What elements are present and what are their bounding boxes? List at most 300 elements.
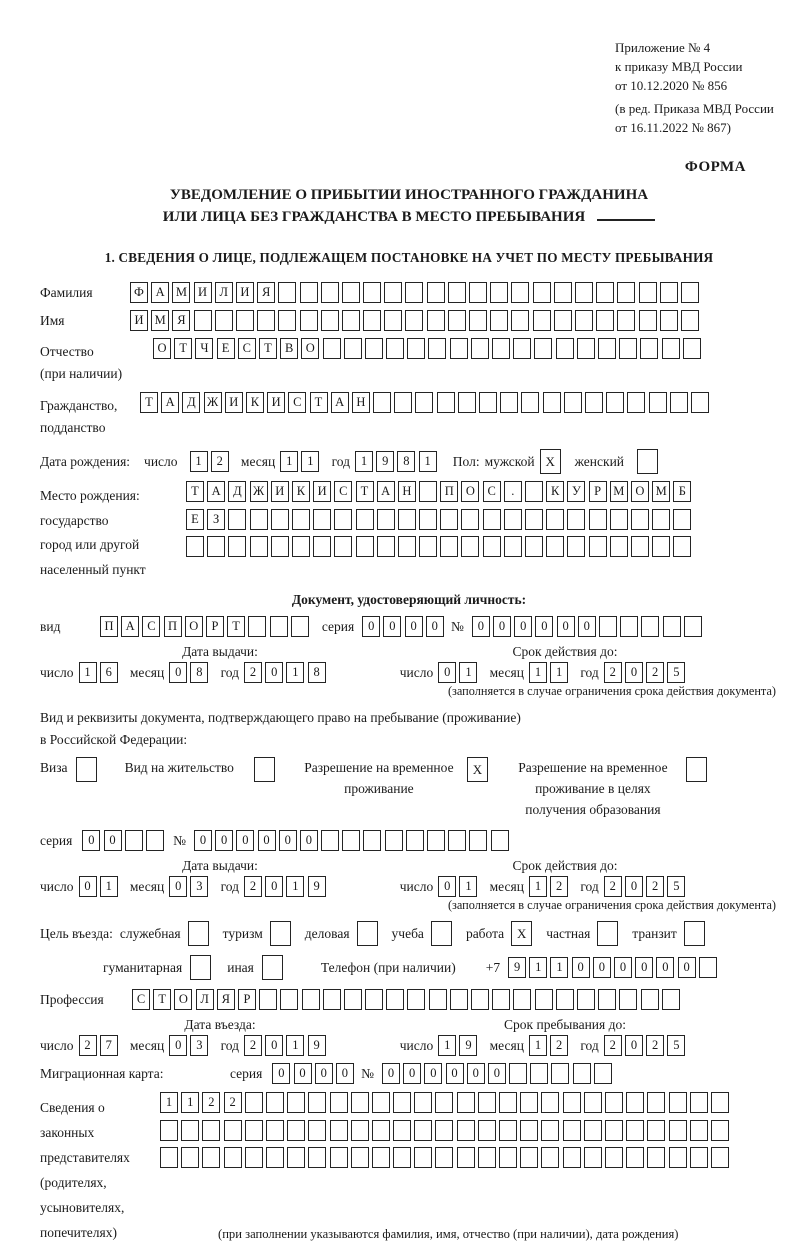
char-box — [342, 830, 360, 851]
sex-male-label: мужской — [484, 453, 535, 469]
char-box — [365, 338, 383, 359]
char-box: М — [610, 481, 628, 502]
residence-permit-checkbox — [254, 757, 275, 782]
residence-issue-month — [169, 876, 211, 897]
char-box: 1 — [190, 451, 208, 472]
char-box: 2 — [202, 1092, 220, 1113]
char-box — [125, 830, 143, 851]
char-box — [457, 1092, 475, 1113]
char-box: 0 — [625, 662, 643, 683]
char-box: А — [161, 392, 179, 413]
char-box — [543, 392, 561, 413]
char-box — [605, 1147, 623, 1168]
char-box — [509, 1063, 527, 1084]
char-box — [533, 282, 551, 303]
char-box: 0 — [169, 1035, 187, 1056]
residence-intro-line1: Вид и реквизиты документа, подтверждающего право на пребывание (проживание) — [40, 710, 521, 725]
char-box — [448, 310, 466, 331]
year-label: год — [580, 664, 599, 680]
forma-label: ФОРМА — [684, 159, 746, 175]
char-box: 1 — [79, 662, 97, 683]
char-box — [711, 1147, 729, 1168]
char-box — [594, 1063, 612, 1084]
char-box: Р — [238, 989, 256, 1010]
char-box — [690, 1147, 708, 1168]
char-box: 2 — [604, 876, 622, 897]
char-box — [563, 1092, 581, 1113]
char-box — [525, 509, 543, 530]
char-box — [584, 1092, 602, 1113]
char-box: 1 — [100, 876, 118, 897]
char-box — [681, 282, 699, 303]
char-box: 3 — [190, 1035, 208, 1056]
char-box: 0 — [82, 830, 100, 851]
char-box: 2 — [244, 662, 262, 683]
residence-series-row — [40, 830, 778, 851]
char-box: 1 — [301, 451, 319, 472]
residence-series-label: серия — [40, 833, 73, 848]
month-label: месяц — [489, 664, 524, 680]
char-box: И — [225, 392, 243, 413]
char-box: 0 — [578, 616, 596, 637]
char-box — [690, 1092, 708, 1113]
char-box — [551, 1063, 569, 1084]
char-box: 0 — [215, 830, 233, 851]
char-box: С — [238, 338, 256, 359]
char-box: 2 — [244, 876, 262, 897]
char-box: Т — [140, 392, 158, 413]
char-box — [610, 509, 628, 530]
char-box — [554, 282, 572, 303]
char-box: 9 — [508, 957, 526, 978]
char-box: 0 — [315, 1063, 333, 1084]
doc-series-boxes — [362, 616, 447, 637]
char-box — [556, 338, 574, 359]
char-box: 2 — [646, 1035, 664, 1056]
char-box — [398, 509, 416, 530]
char-box: О — [185, 616, 203, 637]
char-box — [351, 1092, 369, 1113]
char-box — [181, 1120, 199, 1141]
char-box — [631, 509, 649, 530]
char-box: 0 — [446, 1063, 464, 1084]
char-box: 0 — [265, 876, 283, 897]
char-box: 9 — [308, 876, 326, 897]
char-box — [323, 338, 341, 359]
char-box: 0 — [535, 616, 553, 637]
char-box — [287, 1092, 305, 1113]
doc-expiry-day — [438, 662, 480, 683]
char-box: Т — [259, 338, 277, 359]
month-label: месяц — [129, 1037, 165, 1053]
char-box — [186, 536, 204, 557]
char-box: 2 — [224, 1092, 242, 1113]
char-box — [639, 282, 657, 303]
form-title — [40, 184, 778, 228]
char-box — [435, 1092, 453, 1113]
purpose-study-checkbox — [431, 921, 452, 946]
char-box — [541, 1092, 559, 1113]
year-label: год — [220, 1037, 239, 1053]
char-box — [504, 509, 522, 530]
char-box: Я — [172, 310, 190, 331]
char-box: К — [546, 481, 564, 502]
char-box — [280, 989, 298, 1010]
char-box — [308, 1092, 326, 1113]
char-box — [617, 282, 635, 303]
char-box: 1 — [529, 876, 547, 897]
char-box — [458, 392, 476, 413]
char-box — [394, 392, 412, 413]
annex-line: Приложение № 4 — [615, 40, 711, 55]
char-box — [384, 282, 402, 303]
char-box: 0 — [79, 876, 97, 897]
char-box: О — [461, 481, 479, 502]
char-box — [598, 989, 616, 1010]
char-box: 0 — [488, 1063, 506, 1084]
residence-expiry-month — [529, 876, 571, 897]
char-box — [291, 616, 309, 637]
char-box: 5 — [667, 662, 685, 683]
char-box — [351, 1120, 369, 1141]
char-box: 1 — [286, 1035, 304, 1056]
char-box — [469, 310, 487, 331]
char-box — [386, 989, 404, 1010]
char-box: О — [174, 989, 192, 1010]
char-box — [513, 338, 531, 359]
entry-month — [169, 1035, 211, 1056]
char-box — [363, 830, 381, 851]
representatives-note: (при заполнении указываются фамилия, имя, отчество (при наличии), дата рождения) — [218, 1226, 679, 1241]
char-box — [278, 282, 296, 303]
char-box — [563, 1120, 581, 1141]
char-box — [278, 310, 296, 331]
char-box — [259, 989, 277, 1010]
char-box — [699, 957, 717, 978]
migration-card-label: Миграционная карта: — [40, 1066, 164, 1081]
day-label: число — [40, 878, 74, 894]
char-box: А — [207, 481, 225, 502]
char-box — [236, 310, 254, 331]
identity-doc-kind-row — [40, 616, 778, 637]
char-box — [321, 282, 339, 303]
char-box: В — [280, 338, 298, 359]
char-box: 7 — [100, 1035, 118, 1056]
char-box — [589, 536, 607, 557]
residence-intro-line2: в Российской Федерации: — [40, 732, 188, 747]
char-box — [660, 310, 678, 331]
char-box — [469, 282, 487, 303]
char-box — [356, 509, 374, 530]
char-box — [457, 1120, 475, 1141]
char-box: 2 — [550, 1035, 568, 1056]
char-box — [450, 338, 468, 359]
char-box — [711, 1120, 729, 1141]
doc-expiry-heading: Срок действия до: — [512, 644, 618, 659]
char-box: Т — [310, 392, 328, 413]
char-box — [513, 989, 531, 1010]
char-box — [250, 509, 268, 530]
char-box — [257, 310, 275, 331]
char-box: 9 — [376, 451, 394, 472]
char-box — [520, 1120, 538, 1141]
char-box: 2 — [604, 1035, 622, 1056]
char-box — [617, 310, 635, 331]
char-box: М — [151, 310, 169, 331]
char-box — [626, 1120, 644, 1141]
char-box — [427, 282, 445, 303]
stay-day — [438, 1035, 480, 1056]
visa-checkbox — [76, 757, 97, 782]
char-box: . — [504, 481, 522, 502]
section1-heading: 1. СВЕДЕНИЯ О ЛИЦЕ, ПОДЛЕЖАЩЕМ ПОСТАНОВКЕ НА УЧЕТ ПО МЕСТУ ПРЕБЫВАНИЯ — [104, 250, 714, 265]
char-box: Е — [186, 509, 204, 530]
char-box — [499, 1092, 517, 1113]
purpose-other-checkbox — [262, 955, 283, 980]
char-box: 0 — [438, 876, 456, 897]
char-box: И — [236, 282, 254, 303]
purpose-private-checkbox — [597, 921, 618, 946]
birth-month-boxes — [280, 451, 322, 472]
char-box — [461, 509, 479, 530]
citizenship-row — [40, 392, 778, 439]
day-label: число — [40, 664, 74, 680]
char-box — [647, 1092, 665, 1113]
char-box — [669, 1092, 687, 1113]
doc-number-label: № — [450, 619, 464, 634]
sex-male-checkbox: X — [540, 449, 561, 474]
entry-date-heading: Дата въезда: — [184, 1017, 256, 1032]
char-box: З — [207, 509, 225, 530]
char-box — [681, 310, 699, 331]
char-box — [414, 1092, 432, 1113]
char-box — [448, 830, 466, 851]
surname-row — [40, 282, 778, 303]
day-label: число — [40, 1037, 74, 1053]
char-box: Ф — [130, 282, 148, 303]
char-box: 0 — [403, 1063, 421, 1084]
char-box — [323, 989, 341, 1010]
residence-number-label: № — [173, 833, 186, 848]
char-box — [202, 1120, 220, 1141]
purpose-label: Цель въезда: — [40, 925, 113, 941]
char-box — [567, 509, 585, 530]
char-box — [393, 1120, 411, 1141]
char-box: 0 — [194, 830, 212, 851]
temp-residence-education-checkbox — [686, 757, 707, 782]
char-box — [342, 310, 360, 331]
char-box — [313, 509, 331, 530]
char-box — [598, 338, 616, 359]
representatives-boxes-row2 — [160, 1120, 732, 1141]
char-box — [419, 536, 437, 557]
char-box — [690, 1120, 708, 1141]
char-box — [511, 310, 529, 331]
char-box — [250, 536, 268, 557]
char-box: 0 — [265, 662, 283, 683]
char-box — [266, 1120, 284, 1141]
doc-issue-day — [79, 662, 121, 683]
phone-prefix: +7 — [485, 959, 501, 975]
char-box — [398, 536, 416, 557]
form-title-line2: ИЛИ ЛИЦА БЕЗ ГРАЖДАНСТВА В МЕСТО ПРЕБЫВАНИЯ — [162, 209, 586, 225]
char-box — [419, 481, 437, 502]
title-blank-line — [597, 206, 655, 221]
visit-purpose-row2: гуманитарная иная Телефон (при наличии) +7 9 1 1 0 0 0 0 0 0 — [103, 955, 778, 980]
char-box — [577, 989, 595, 1010]
char-box: 5 — [667, 1035, 685, 1056]
char-box — [577, 338, 595, 359]
char-box — [585, 392, 603, 413]
char-box: 2 — [646, 662, 664, 683]
char-box: О — [153, 338, 171, 359]
char-box — [469, 830, 487, 851]
char-box: 2 — [244, 1035, 262, 1056]
residence-issue-day — [79, 876, 121, 897]
residence-issue-heading: Дата выдачи: — [182, 858, 258, 873]
char-box — [406, 830, 424, 851]
char-box: Ж — [204, 392, 222, 413]
option-temp-residence-education: Разрешение на временное проживание в целях получения образования — [508, 757, 707, 820]
residence-options-row — [40, 757, 778, 820]
char-box: 1 — [459, 662, 477, 683]
char-box — [662, 338, 680, 359]
char-box: И — [313, 481, 331, 502]
month-label: месяц — [240, 453, 276, 469]
char-box: 0 — [279, 830, 297, 851]
char-box — [372, 1092, 390, 1113]
char-box — [530, 1063, 548, 1084]
char-box — [605, 1120, 623, 1141]
char-box: Ч — [195, 338, 213, 359]
mc-number-label: № — [361, 1066, 374, 1081]
char-box: Я — [257, 282, 275, 303]
patronymic-boxes — [153, 338, 704, 359]
char-box — [492, 989, 510, 1010]
char-box: 0 — [593, 957, 611, 978]
char-box — [321, 830, 339, 851]
birth-place-label: Место рождения: государство город или другой населенный пункт — [40, 488, 146, 577]
char-box — [525, 481, 543, 502]
representatives-boxes-row1 — [160, 1092, 732, 1113]
char-box: Т — [227, 616, 245, 637]
form-title-line1: УВЕДОМЛЕНИЕ О ПРИБЫТИИ ИНОСТРАННОГО ГРАЖДАНИНА — [169, 187, 649, 203]
char-box: С — [483, 481, 501, 502]
char-box: И — [194, 282, 212, 303]
name-row — [40, 310, 778, 331]
doc-series-label: серия — [321, 619, 355, 634]
char-box: 0 — [258, 830, 276, 851]
char-box — [435, 1147, 453, 1168]
char-box: И — [267, 392, 285, 413]
char-box — [160, 1120, 178, 1141]
char-box — [640, 338, 658, 359]
char-box: 1 — [181, 1092, 199, 1113]
char-box — [313, 536, 331, 557]
char-box: 0 — [336, 1063, 354, 1084]
patronymic-label: Отчество (при наличии) — [40, 344, 123, 381]
char-box — [266, 1147, 284, 1168]
char-box: 0 — [169, 876, 187, 897]
char-box — [292, 509, 310, 530]
char-box: Е — [217, 338, 235, 359]
char-box — [215, 310, 233, 331]
char-box — [479, 392, 497, 413]
char-box — [334, 509, 352, 530]
purpose-work-checkbox: X — [511, 921, 532, 946]
char-box: 0 — [493, 616, 511, 637]
char-box: К — [292, 481, 310, 502]
residence-expiry-year — [604, 876, 689, 897]
char-box — [673, 509, 691, 530]
char-box: 8 — [308, 662, 326, 683]
char-box — [405, 310, 423, 331]
char-box: 2 — [79, 1035, 97, 1056]
char-box — [372, 1147, 390, 1168]
year-label: год — [220, 664, 239, 680]
phone-boxes — [508, 957, 720, 978]
char-box: Д — [182, 392, 200, 413]
char-box — [711, 1092, 729, 1113]
char-box — [584, 1120, 602, 1141]
char-box — [427, 310, 445, 331]
char-box — [330, 1092, 348, 1113]
entry-day — [79, 1035, 121, 1056]
char-box: 0 — [169, 662, 187, 683]
char-box: П — [100, 616, 118, 637]
mc-number-boxes — [382, 1063, 615, 1084]
char-box — [649, 392, 667, 413]
char-box — [308, 1120, 326, 1141]
char-box: 1 — [529, 1035, 547, 1056]
char-box — [641, 616, 659, 637]
char-box: А — [331, 392, 349, 413]
char-box: 0 — [424, 1063, 442, 1084]
char-box — [224, 1147, 242, 1168]
char-box — [405, 282, 423, 303]
birth-place-block — [40, 481, 778, 582]
residence-number-boxes — [194, 830, 512, 851]
char-box: 1 — [286, 876, 304, 897]
char-box — [308, 1147, 326, 1168]
char-box — [491, 830, 509, 851]
char-box — [384, 310, 402, 331]
year-label: год — [580, 878, 599, 894]
doc-issue-heading: Дата выдачи: — [182, 644, 258, 659]
char-box — [599, 616, 617, 637]
patronymic-row — [40, 338, 778, 385]
char-box: И — [130, 310, 148, 331]
char-box — [525, 536, 543, 557]
char-box — [461, 536, 479, 557]
char-box — [181, 1147, 199, 1168]
char-box: 0 — [294, 1063, 312, 1084]
char-box: А — [151, 282, 169, 303]
char-box — [673, 536, 691, 557]
option-residence-permit: Вид на жительство — [125, 757, 275, 782]
char-box — [554, 310, 572, 331]
char-box — [330, 1147, 348, 1168]
birth-place-boxes-row1 — [186, 481, 695, 502]
char-box: Р — [206, 616, 224, 637]
char-box — [160, 1147, 178, 1168]
char-box — [575, 310, 593, 331]
char-box — [662, 989, 680, 1010]
doc-kind-label: вид — [40, 619, 61, 634]
stay-month — [529, 1035, 571, 1056]
char-box — [492, 338, 510, 359]
char-box — [245, 1147, 263, 1168]
